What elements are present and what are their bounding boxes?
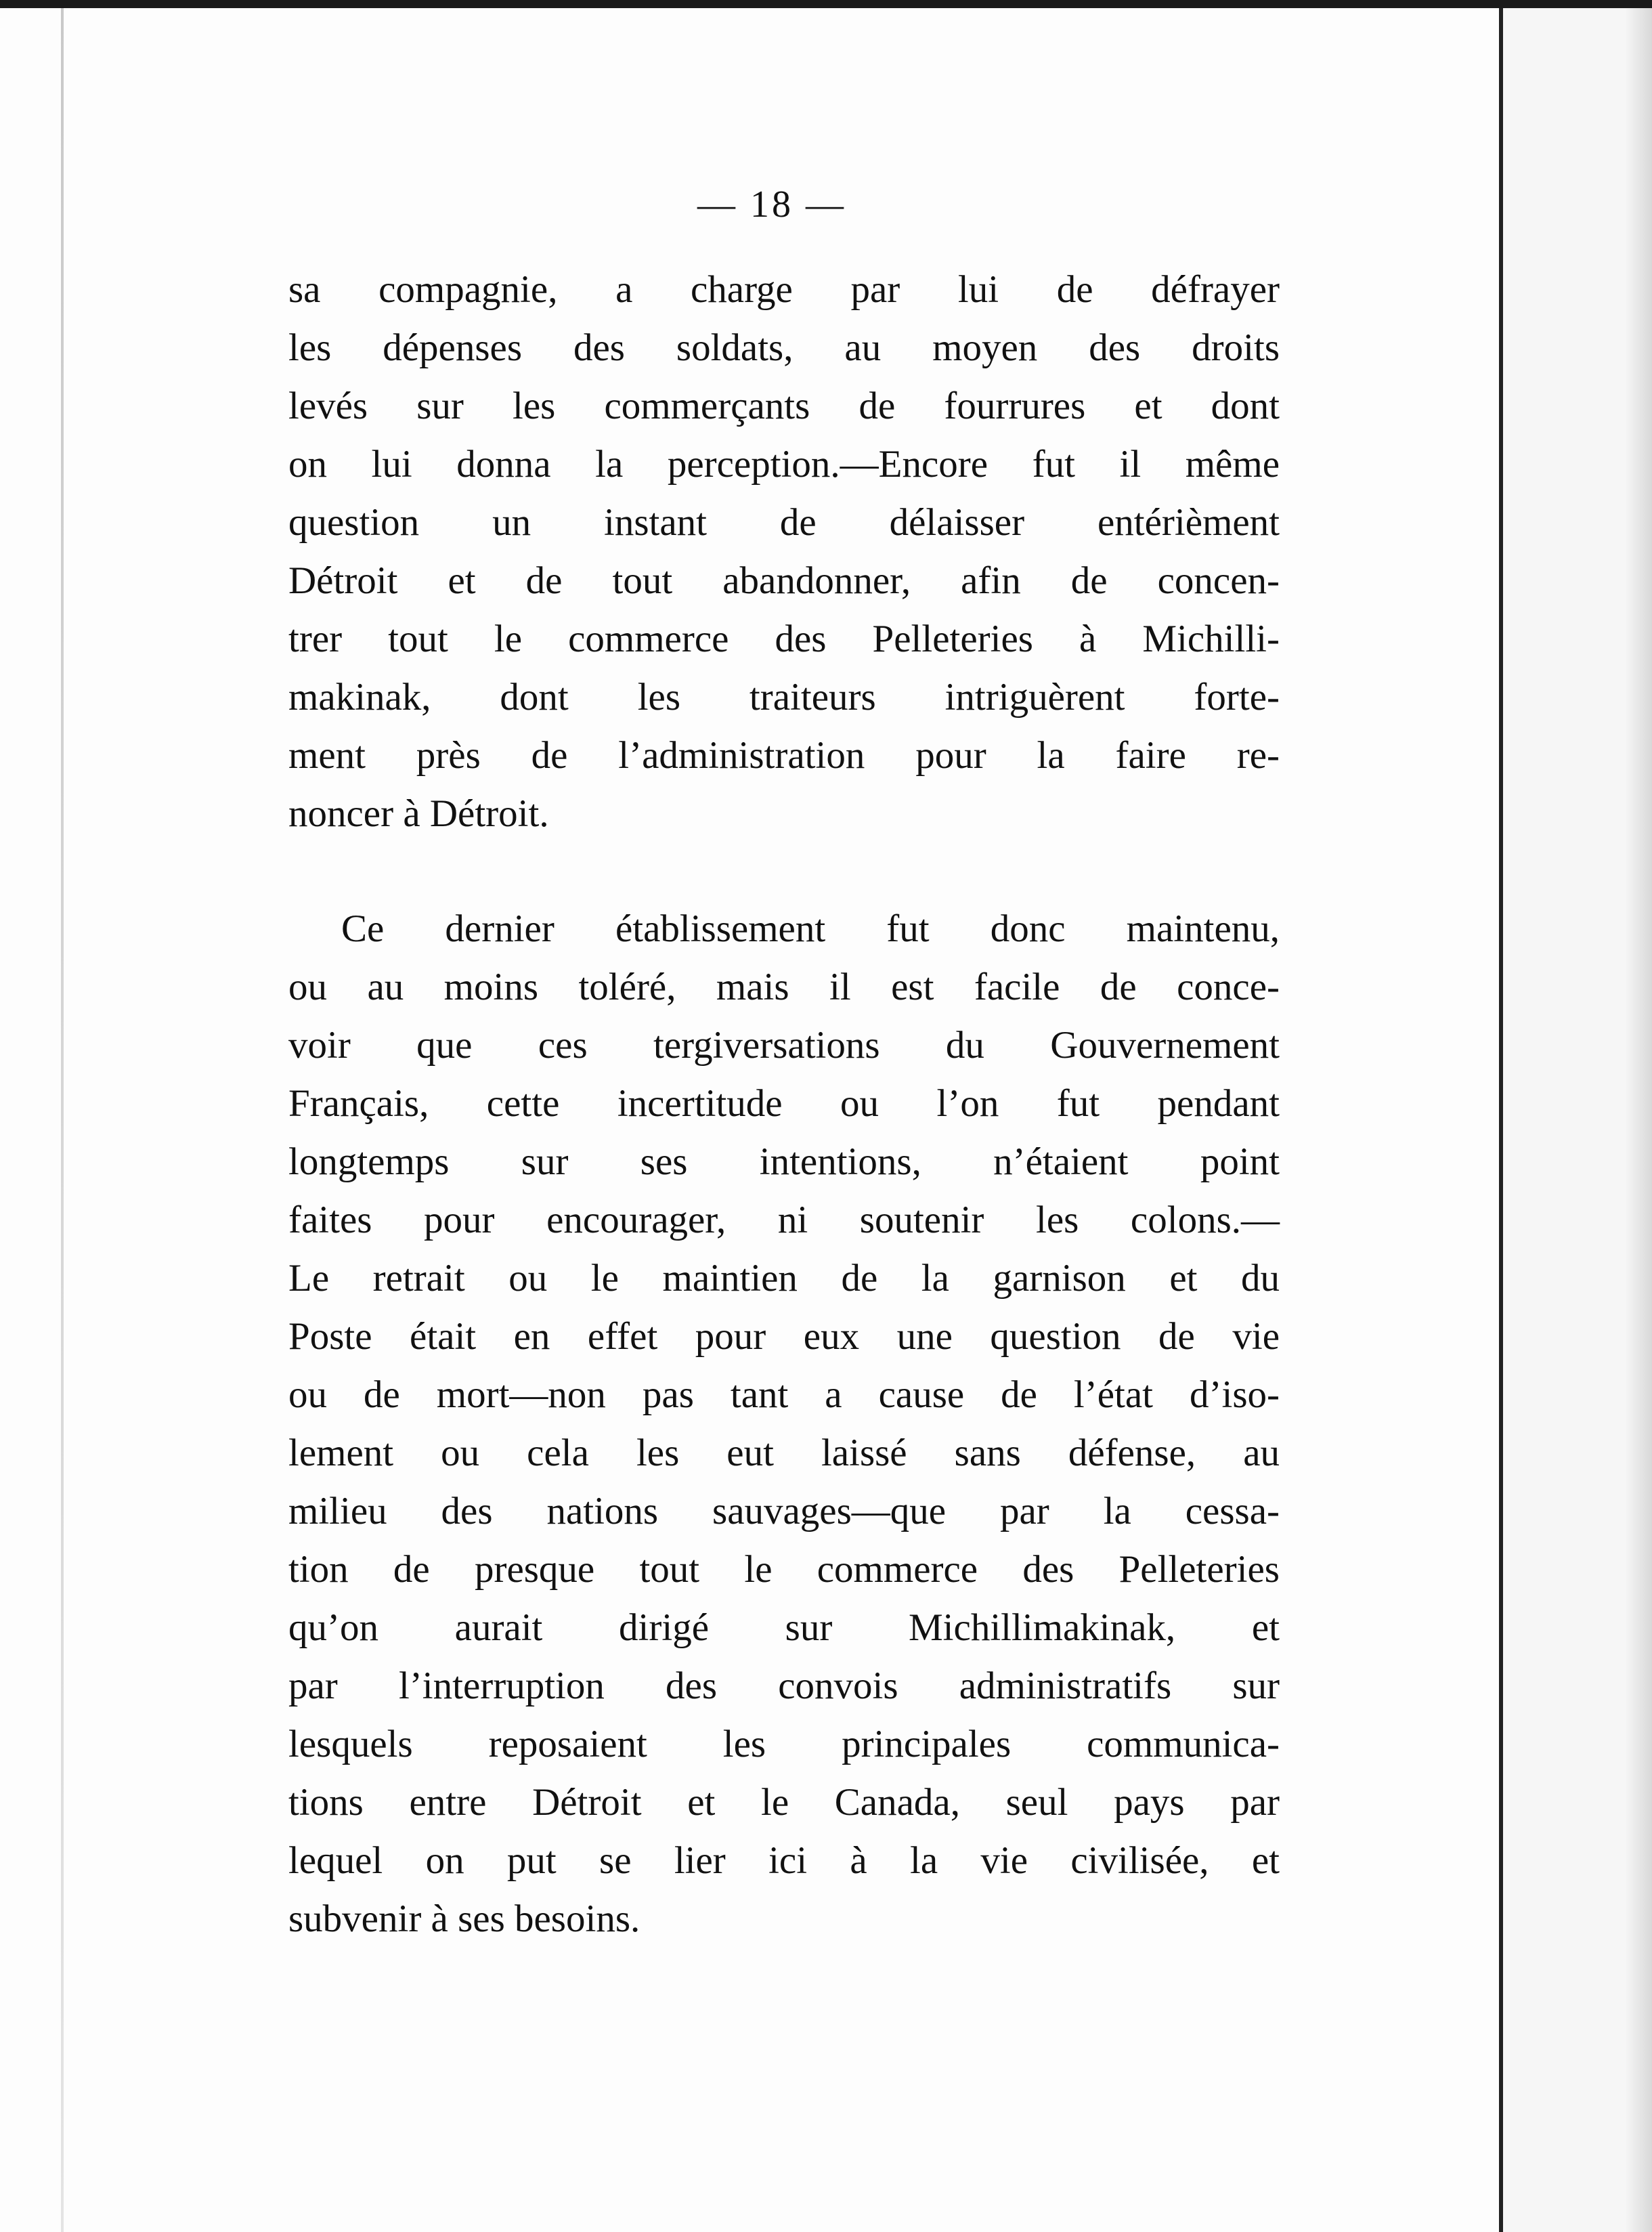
text-line: voir que ces tergiversations du Gouvernement (288, 1024, 1280, 1067)
text-line: trer tout le commerce des Pelleteries à Michilli- (288, 618, 1280, 660)
scan-top-border (0, 0, 1652, 8)
paragraph-2 (288, 900, 1280, 1948)
text-line: levés sur les commerçants de fourrures et dont (288, 385, 1280, 427)
text-line: question un instant de délaisser entérièment (288, 501, 1280, 544)
text-line: lement ou cela les eut laissé sans défense, au (288, 1432, 1280, 1474)
text-line: Ce dernier établissement fut donc maintenu, (341, 907, 1280, 950)
text-line: ou de mort—non pas tant a cause de l’état d’iso- (288, 1373, 1280, 1416)
text-line: noncer à Détroit. (288, 792, 549, 835)
paragraph-1 (288, 261, 1280, 843)
text-line: les dépenses des soldats, au moyen des droits (288, 326, 1280, 369)
text-line: tions entre Détroit et le Canada, seul pays par (288, 1781, 1280, 1824)
text-line: Le retrait ou le maintien de la garnison et du (288, 1257, 1280, 1300)
text-line: Poste était en effet pour eux une question de vie (288, 1315, 1280, 1358)
text-line: par l’interruption des convois administratifs sur (288, 1665, 1280, 1707)
paragraph-spacer (288, 843, 1280, 900)
page-number: — 18 — (697, 184, 846, 226)
text-line: sa compagnie, a charge par lui de défrayer (288, 268, 1280, 311)
text-line: qu’on aurait dirigé sur Michillimakinak, et (288, 1606, 1280, 1649)
text-line: Français, cette incertitude ou l’on fut pendant (288, 1082, 1280, 1125)
binding-gutter-line (1499, 8, 1503, 2232)
adjacent-page-shadow (1625, 8, 1652, 2232)
text-line: subvenir à ses besoins. (288, 1897, 640, 1940)
text-line: lequel on put se lier ici à la vie civilisée, et (288, 1839, 1280, 1882)
body-text (288, 261, 1280, 1948)
text-line: makinak, dont les traiteurs intriguèrent forte- (288, 676, 1280, 718)
text-line: on lui donna la perception.—Encore fut il même (288, 443, 1280, 486)
text-line: milieu des nations sauvages—que par la cessa- (288, 1490, 1280, 1532)
text-line: ou au moins toléré, mais il est facile de conce- (288, 966, 1280, 1008)
text-line: tion de presque tout le commerce des Pelleteries (288, 1548, 1280, 1591)
text-line: faites pour encourager, ni soutenir les colons.— (288, 1199, 1280, 1241)
text-line: lesquels reposaient les principales communica- (288, 1723, 1280, 1765)
page-left-edge (61, 8, 64, 2232)
text-line: Détroit et de tout abandonner, afin de concen- (288, 559, 1280, 602)
text-line: longtemps sur ses intentions, n’étaient point (288, 1140, 1280, 1183)
text-line: ment près de l’administration pour la faire re- (288, 734, 1280, 777)
